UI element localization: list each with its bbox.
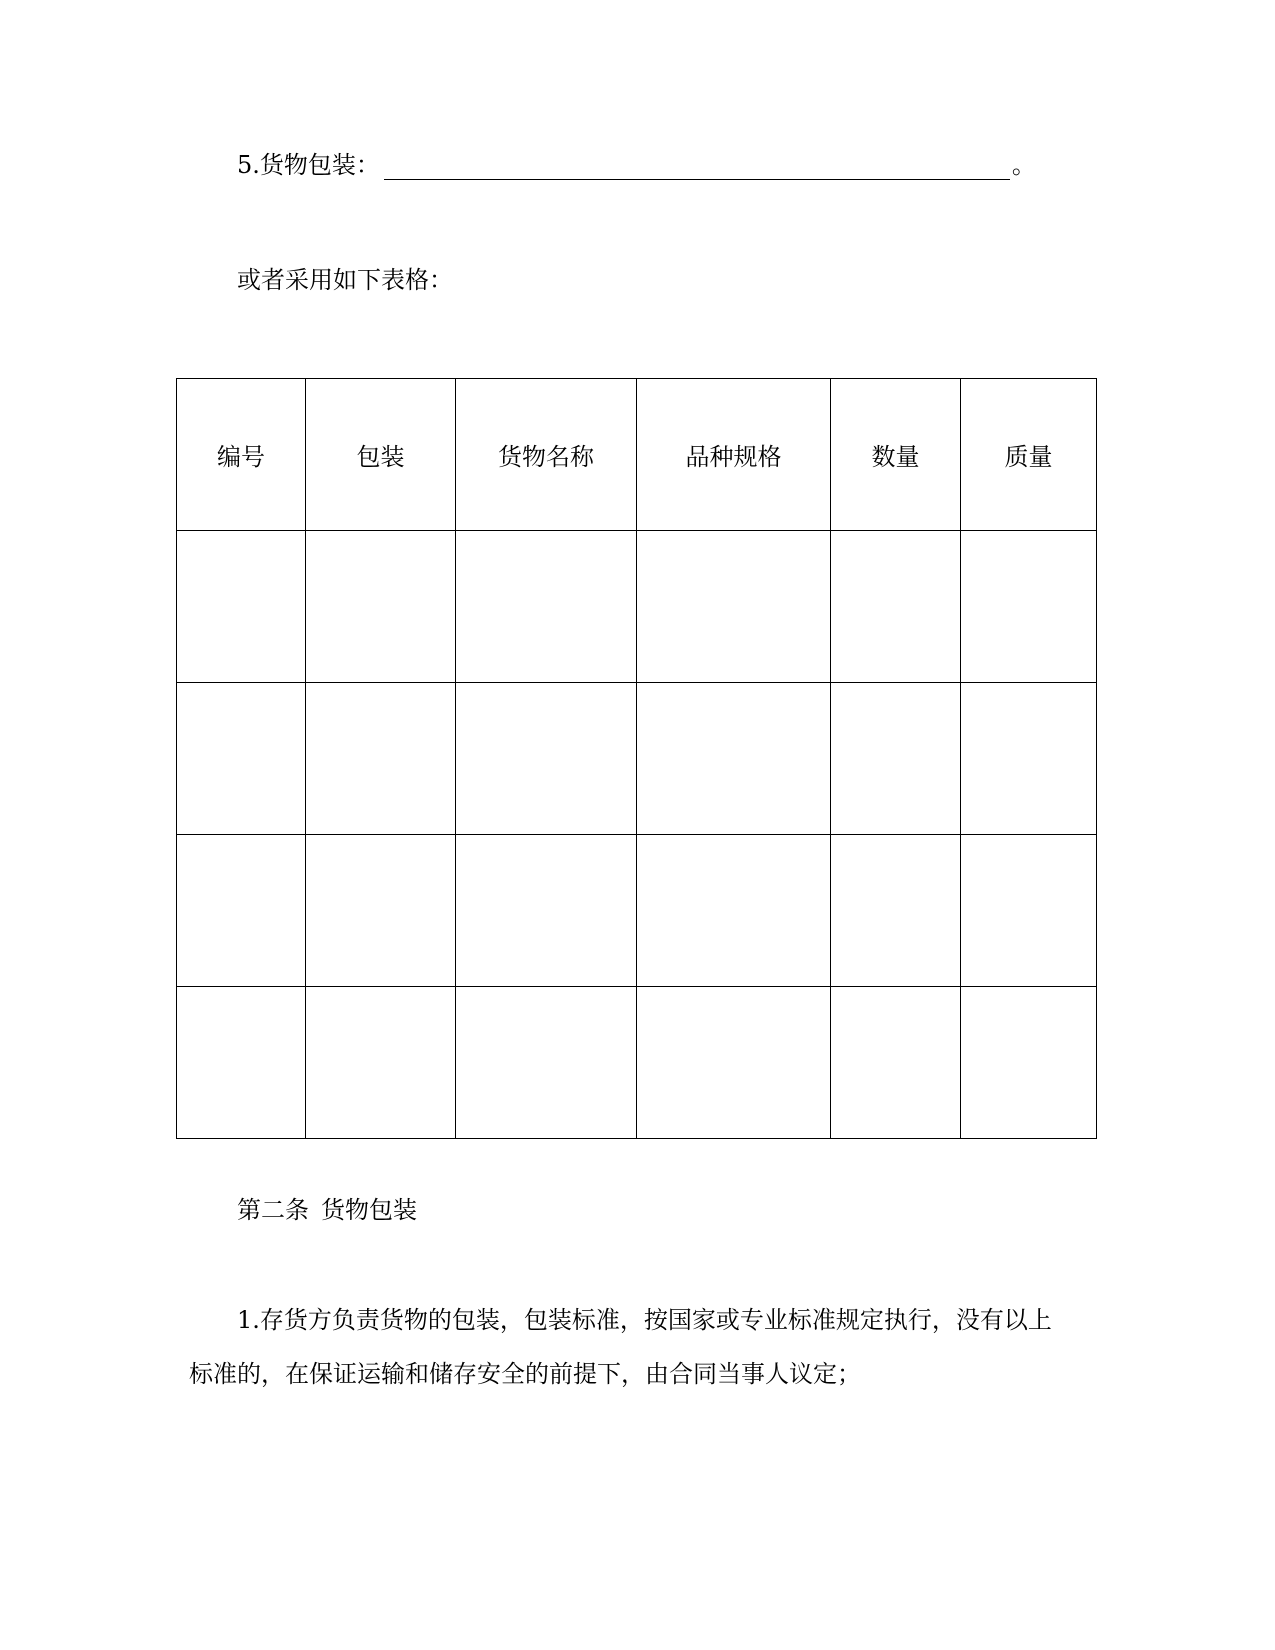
table-cell[interactable] <box>177 987 306 1139</box>
table-header-row <box>177 379 1097 531</box>
table-intro-text: 或者采用如下表格： <box>237 266 453 294</box>
table-cell[interactable] <box>177 683 306 835</box>
table-cell[interactable] <box>306 531 456 683</box>
header-quantity: 数量 <box>831 379 961 531</box>
table-cell[interactable] <box>961 683 1097 835</box>
table-cell[interactable] <box>456 835 637 987</box>
clause-5-packaging <box>237 150 1036 180</box>
article-2-heading <box>237 1195 417 1225</box>
table-row <box>177 531 1097 683</box>
table-cell[interactable] <box>637 987 831 1139</box>
table-cell[interactable] <box>831 835 961 987</box>
header-variety-spec: 品种规格 <box>637 379 831 531</box>
table-cell[interactable] <box>306 835 456 987</box>
clause-5-end: 。 <box>1011 151 1036 179</box>
paragraph-1-line-2: 标准的，在保证运输和储存安全的前提下，由合同当事人议定； <box>189 1360 861 1388</box>
table-cell[interactable] <box>456 531 637 683</box>
table-cell[interactable] <box>831 531 961 683</box>
table-cell[interactable] <box>831 683 961 835</box>
clause-5-label: 5.货物包装： <box>237 151 380 179</box>
goods-table <box>176 378 1097 1139</box>
table-cell[interactable] <box>177 531 306 683</box>
header-number: 编号 <box>177 379 306 531</box>
table-cell[interactable] <box>831 987 961 1139</box>
article-title: 货物包装 <box>321 1196 417 1224</box>
table-cell[interactable] <box>961 987 1097 1139</box>
table-cell[interactable] <box>961 531 1097 683</box>
table-row <box>177 987 1097 1139</box>
table-cell[interactable] <box>306 683 456 835</box>
table-cell[interactable] <box>456 987 637 1139</box>
table-cell[interactable] <box>961 835 1097 987</box>
fill-in-blank-line[interactable] <box>384 153 1010 180</box>
header-quality: 质量 <box>961 379 1097 531</box>
table-cell[interactable] <box>456 683 637 835</box>
table-cell[interactable] <box>637 531 831 683</box>
table-cell[interactable] <box>177 835 306 987</box>
paragraph-1-line-1: 1.存货方负责货物的包装，包装标准，按国家或专业标准规定执行，没有以上 <box>237 1306 1052 1334</box>
table-cell[interactable] <box>306 987 456 1139</box>
table-row <box>177 835 1097 987</box>
header-packaging: 包装 <box>306 379 456 531</box>
article-number: 第二条 <box>237 1196 309 1224</box>
header-goods-name: 货物名称 <box>456 379 637 531</box>
table-cell[interactable] <box>637 683 831 835</box>
table-cell[interactable] <box>637 835 831 987</box>
table-row <box>177 683 1097 835</box>
